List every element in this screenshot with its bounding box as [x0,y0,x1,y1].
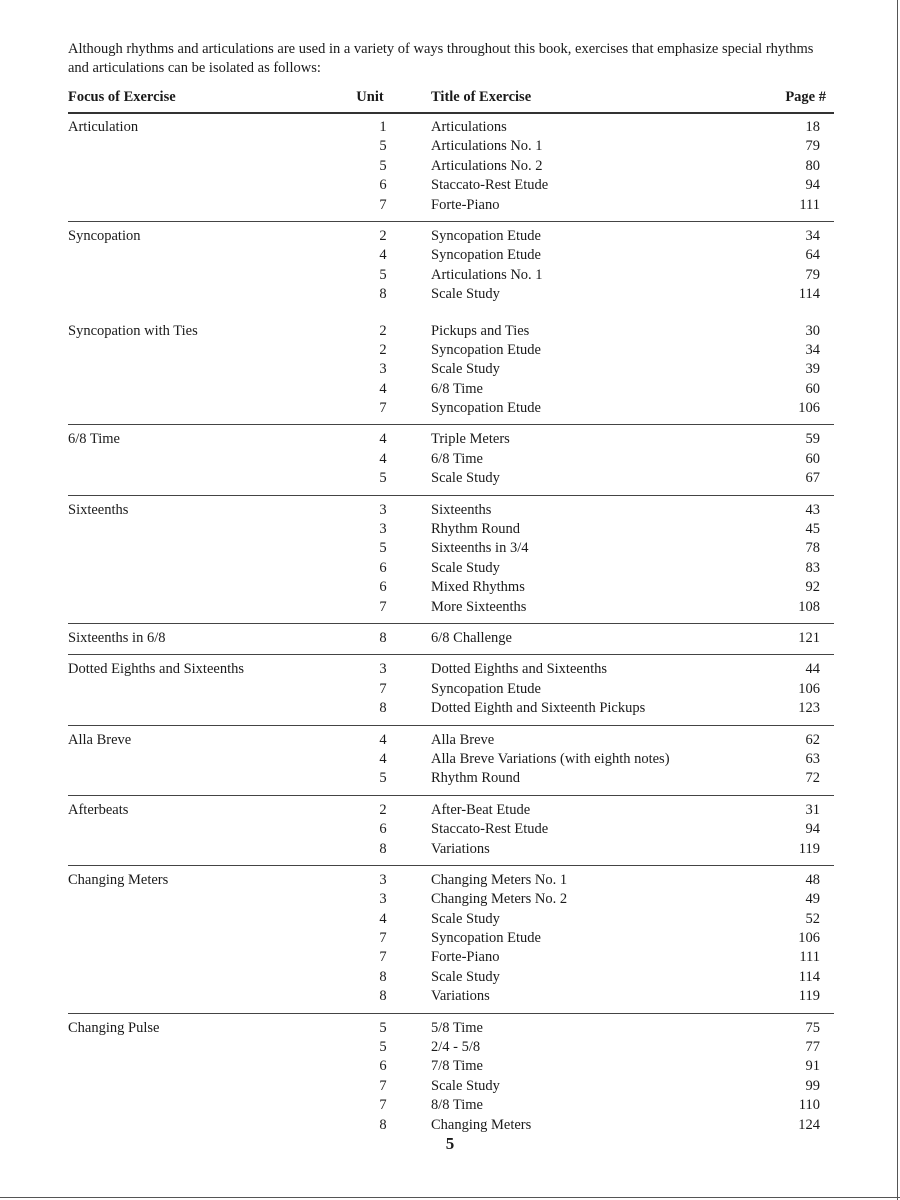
title-cell: Scale Study [431,286,500,303]
title-cell: Forte-Piano [431,949,500,966]
unit-cell: 3 [379,521,387,538]
table-row [68,578,834,597]
unit-cell: 5 [379,266,387,283]
title-cell: 7/8 Time [431,1058,483,1075]
title-cell: Sixteenths in 3/4 [431,540,529,557]
unit-cell: 6 [379,559,387,576]
table-row [68,731,834,750]
title-cell: Alla Breve Variations (with eighth notes) [431,750,670,767]
page-frame-bottom [0,1197,900,1198]
title-cell: Rhythm Round [431,770,521,787]
page-cell: 111 [799,196,820,213]
table-row [68,948,834,967]
focus-group [68,221,834,308]
page-cell: 83 [805,559,820,576]
header-unit: Unit [356,89,384,105]
unit-cell: 2 [379,801,387,818]
table-row [68,196,834,215]
unit-cell: 7 [379,196,387,213]
table-row [68,341,834,360]
table-row [68,322,834,341]
title-cell: 8/8 Time [431,1097,483,1114]
unit-cell: 6 [379,579,387,596]
table-row [68,137,834,156]
unit-cell: 4 [379,910,387,927]
focus-cell: 6/8 Time [68,431,120,448]
focus-group [68,865,834,1010]
table-row [68,430,834,449]
page-cell: 67 [805,470,820,487]
title-cell: Dotted Eighth and Sixteenth Pickups [431,700,646,717]
page-cell: 63 [805,750,820,767]
table-row [68,285,834,304]
table-row [68,968,834,987]
page-cell: 123 [798,700,820,717]
title-cell: Dotted Eighths and Sixteenths [431,661,607,678]
unit-cell: 5 [379,770,387,787]
title-cell: Changing Meters No. 1 [431,871,568,888]
page-cell: 111 [799,949,820,966]
header-page: Page # [785,89,826,105]
page-cell: 124 [798,1116,820,1133]
table-header [68,88,834,108]
focus-group [68,112,834,218]
page-cell: 121 [798,629,820,646]
unit-cell: 4 [379,431,387,448]
page-cell: 72 [805,770,820,787]
unit-cell: 8 [379,1116,387,1133]
focus-cell: Afterbeats [68,801,129,818]
focus-cell: Changing Meters [68,871,169,888]
document-body [68,40,834,1138]
table-row [68,1019,834,1038]
focus-group [68,795,834,862]
title-cell: Staccato-Rest Etude [431,177,549,194]
table-row [68,910,834,929]
page-cell: 80 [805,157,820,174]
title-cell: After-Beat Etude [431,801,531,818]
table-row [68,450,834,469]
title-cell: Syncopation Etude [431,247,541,264]
title-cell: Staccato-Rest Etude [431,821,549,838]
unit-cell: 5 [379,470,387,487]
page-cell: 106 [798,680,820,697]
focus-cell: Syncopation [68,227,141,244]
table-row [68,890,834,909]
page-cell: 94 [805,177,820,194]
page-cell: 114 [798,968,820,985]
title-cell: 6/8 Time [431,450,483,467]
intro-paragraph: Although rhythms and articulations are used in a variety of ways throughout this book, exercises that emphasize special rhythms and articulations can be isolated as follows: [68,41,814,76]
unit-cell: 3 [379,871,387,888]
unit-cell: 4 [379,247,387,264]
page-cell: 45 [805,521,820,538]
table-row [68,769,834,788]
focus-group [68,654,834,721]
unit-cell: 2 [379,341,387,358]
focus-group [68,322,834,422]
unit-cell: 6 [379,821,387,838]
title-cell: Rhythm Round [431,521,521,538]
table-row [68,1038,834,1057]
unit-cell: 3 [379,891,387,908]
title-cell: Articulations [431,119,507,135]
focus-cell: Syncopation with Ties [68,322,198,339]
page-cell: 52 [805,910,820,927]
table-row [68,227,834,246]
page-cell: 91 [805,1058,820,1075]
title-cell: 6/8 Time [431,380,483,397]
title-cell: Scale Study [431,361,500,378]
focus-cell: Dotted Eighths and Sixteenths [68,661,244,678]
table-row [68,801,834,820]
title-cell: Articulations No. 1 [431,138,543,155]
unit-cell: 4 [379,380,387,397]
page-cell: 49 [805,891,820,908]
table-row [68,1116,834,1135]
table-row [68,380,834,399]
page-cell: 75 [805,1019,820,1036]
unit-cell: 5 [379,157,387,174]
table-row [68,399,834,418]
title-cell: Variations [431,988,490,1005]
page-cell: 18 [805,119,820,135]
title-cell: Changing Meters No. 2 [431,891,568,908]
unit-cell: 3 [379,501,387,518]
table-row [68,699,834,718]
unit-cell: 6 [379,177,387,194]
unit-cell: 2 [379,227,387,244]
unit-cell: 2 [379,322,387,339]
page-cell: 94 [805,821,820,838]
title-cell: Scale Study [431,470,500,487]
unit-cell: 5 [379,138,387,155]
unit-cell: 4 [379,731,387,748]
title-cell: Syncopation Etude [431,227,541,244]
title-cell: Syncopation Etude [431,930,541,947]
unit-cell: 7 [379,400,387,417]
page-cell: 59 [805,431,820,448]
table-row [68,266,834,285]
focus-cell: Sixteenths [68,501,129,518]
table-row [68,871,834,890]
title-cell: Syncopation Etude [431,680,541,697]
page-cell: 43 [805,501,820,518]
page-cell: 31 [805,801,820,818]
title-cell: Scale Study [431,910,500,927]
table-row [68,118,834,137]
page-cell: 64 [805,247,820,264]
page-cell: 34 [805,341,820,358]
table-row [68,539,834,558]
title-cell: Articulations No. 1 [431,266,543,283]
table-row [68,469,834,488]
page-number: 5 [445,1134,455,1153]
page-cell: 106 [798,400,820,417]
page-cell: 79 [805,138,820,155]
title-cell: Forte-Piano [431,196,500,213]
table-row [68,176,834,195]
unit-cell: 1 [379,119,387,135]
focus-cell: Alla Breve [68,731,132,748]
title-cell: Variations [431,840,490,857]
table-row [68,501,834,520]
table-row [68,1096,834,1115]
unit-cell: 7 [379,1097,387,1114]
page-cell: 48 [805,871,820,888]
unit-cell: 7 [379,680,387,697]
focus-group [68,1013,834,1138]
title-cell: Mixed Rhythms [431,579,525,596]
focus-cell: Sixteenths in 6/8 [68,629,166,646]
unit-cell: 7 [379,598,387,615]
unit-cell: 3 [379,361,387,378]
page-cell: 114 [798,286,820,303]
title-cell: Sixteenths [431,501,492,518]
unit-cell: 8 [379,988,387,1005]
unit-cell: 5 [379,1019,387,1036]
title-cell: Syncopation Etude [431,400,541,417]
unit-cell: 8 [379,700,387,717]
header-focus: Focus of Exercise [68,89,176,105]
table-row [68,660,834,679]
page-cell: 119 [798,840,820,857]
unit-cell: 4 [379,750,387,767]
table-row [68,598,834,617]
table-row [68,750,834,769]
title-cell: 2/4 - 5/8 [431,1039,481,1056]
title-cell: More Sixteenths [431,598,527,615]
page-cell: 106 [798,930,820,947]
page-cell: 92 [805,579,820,596]
table-row [68,987,834,1006]
title-cell: Articulations No. 2 [431,157,543,174]
page-cell: 119 [798,988,820,1005]
unit-cell: 5 [379,540,387,557]
page-cell: 44 [805,661,820,678]
unit-cell: 8 [379,629,387,646]
page-cell: 108 [798,598,820,615]
page-cell: 60 [805,380,820,397]
unit-cell: 5 [379,1039,387,1056]
title-cell: 5/8 Time [431,1019,483,1036]
focus-group [68,725,834,792]
table-row [68,246,834,265]
unit-cell: 4 [379,450,387,467]
unit-cell: 7 [379,1077,387,1094]
table-row [68,820,834,839]
title-cell: Pickups and Ties [431,322,530,339]
focus-group [68,623,834,651]
page-cell: 34 [805,227,820,244]
title-cell: Syncopation Etude [431,341,541,358]
exercise-table [68,112,834,1138]
unit-cell: 6 [379,1058,387,1075]
title-cell: 6/8 Challenge [431,629,512,646]
title-cell: Triple Meters [431,431,510,448]
table-row [68,520,834,539]
page-cell: 99 [805,1077,820,1094]
focus-cell: Articulation [68,119,139,135]
page-cell: 78 [805,540,820,557]
table-row [68,559,834,578]
unit-cell: 7 [379,949,387,966]
unit-cell: 8 [379,840,387,857]
table-row [68,629,834,648]
unit-cell: 8 [379,968,387,985]
focus-group [68,495,834,620]
title-cell: Alla Breve [431,731,495,748]
title-cell: Scale Study [431,968,500,985]
header-title: Title of Exercise [431,89,532,105]
page-cell: 30 [805,322,820,339]
table-row [68,1077,834,1096]
page-cell: 39 [805,361,820,378]
table-row [68,929,834,948]
table-row [68,157,834,176]
title-cell: Scale Study [431,559,500,576]
table-row [68,680,834,699]
table-row [68,1057,834,1076]
table-row [68,840,834,859]
page-cell: 62 [805,731,820,748]
page-frame-right [897,0,898,1200]
page-cell: 60 [805,450,820,467]
page-cell: 110 [798,1097,820,1114]
page-cell: 77 [805,1039,820,1056]
unit-cell: 7 [379,930,387,947]
page-cell: 79 [805,266,820,283]
title-cell: Changing Meters [431,1116,532,1133]
focus-group [68,424,834,491]
focus-cell: Changing Pulse [68,1019,160,1036]
unit-cell: 3 [379,661,387,678]
table-row [68,360,834,379]
unit-cell: 8 [379,286,387,303]
title-cell: Scale Study [431,1077,500,1094]
